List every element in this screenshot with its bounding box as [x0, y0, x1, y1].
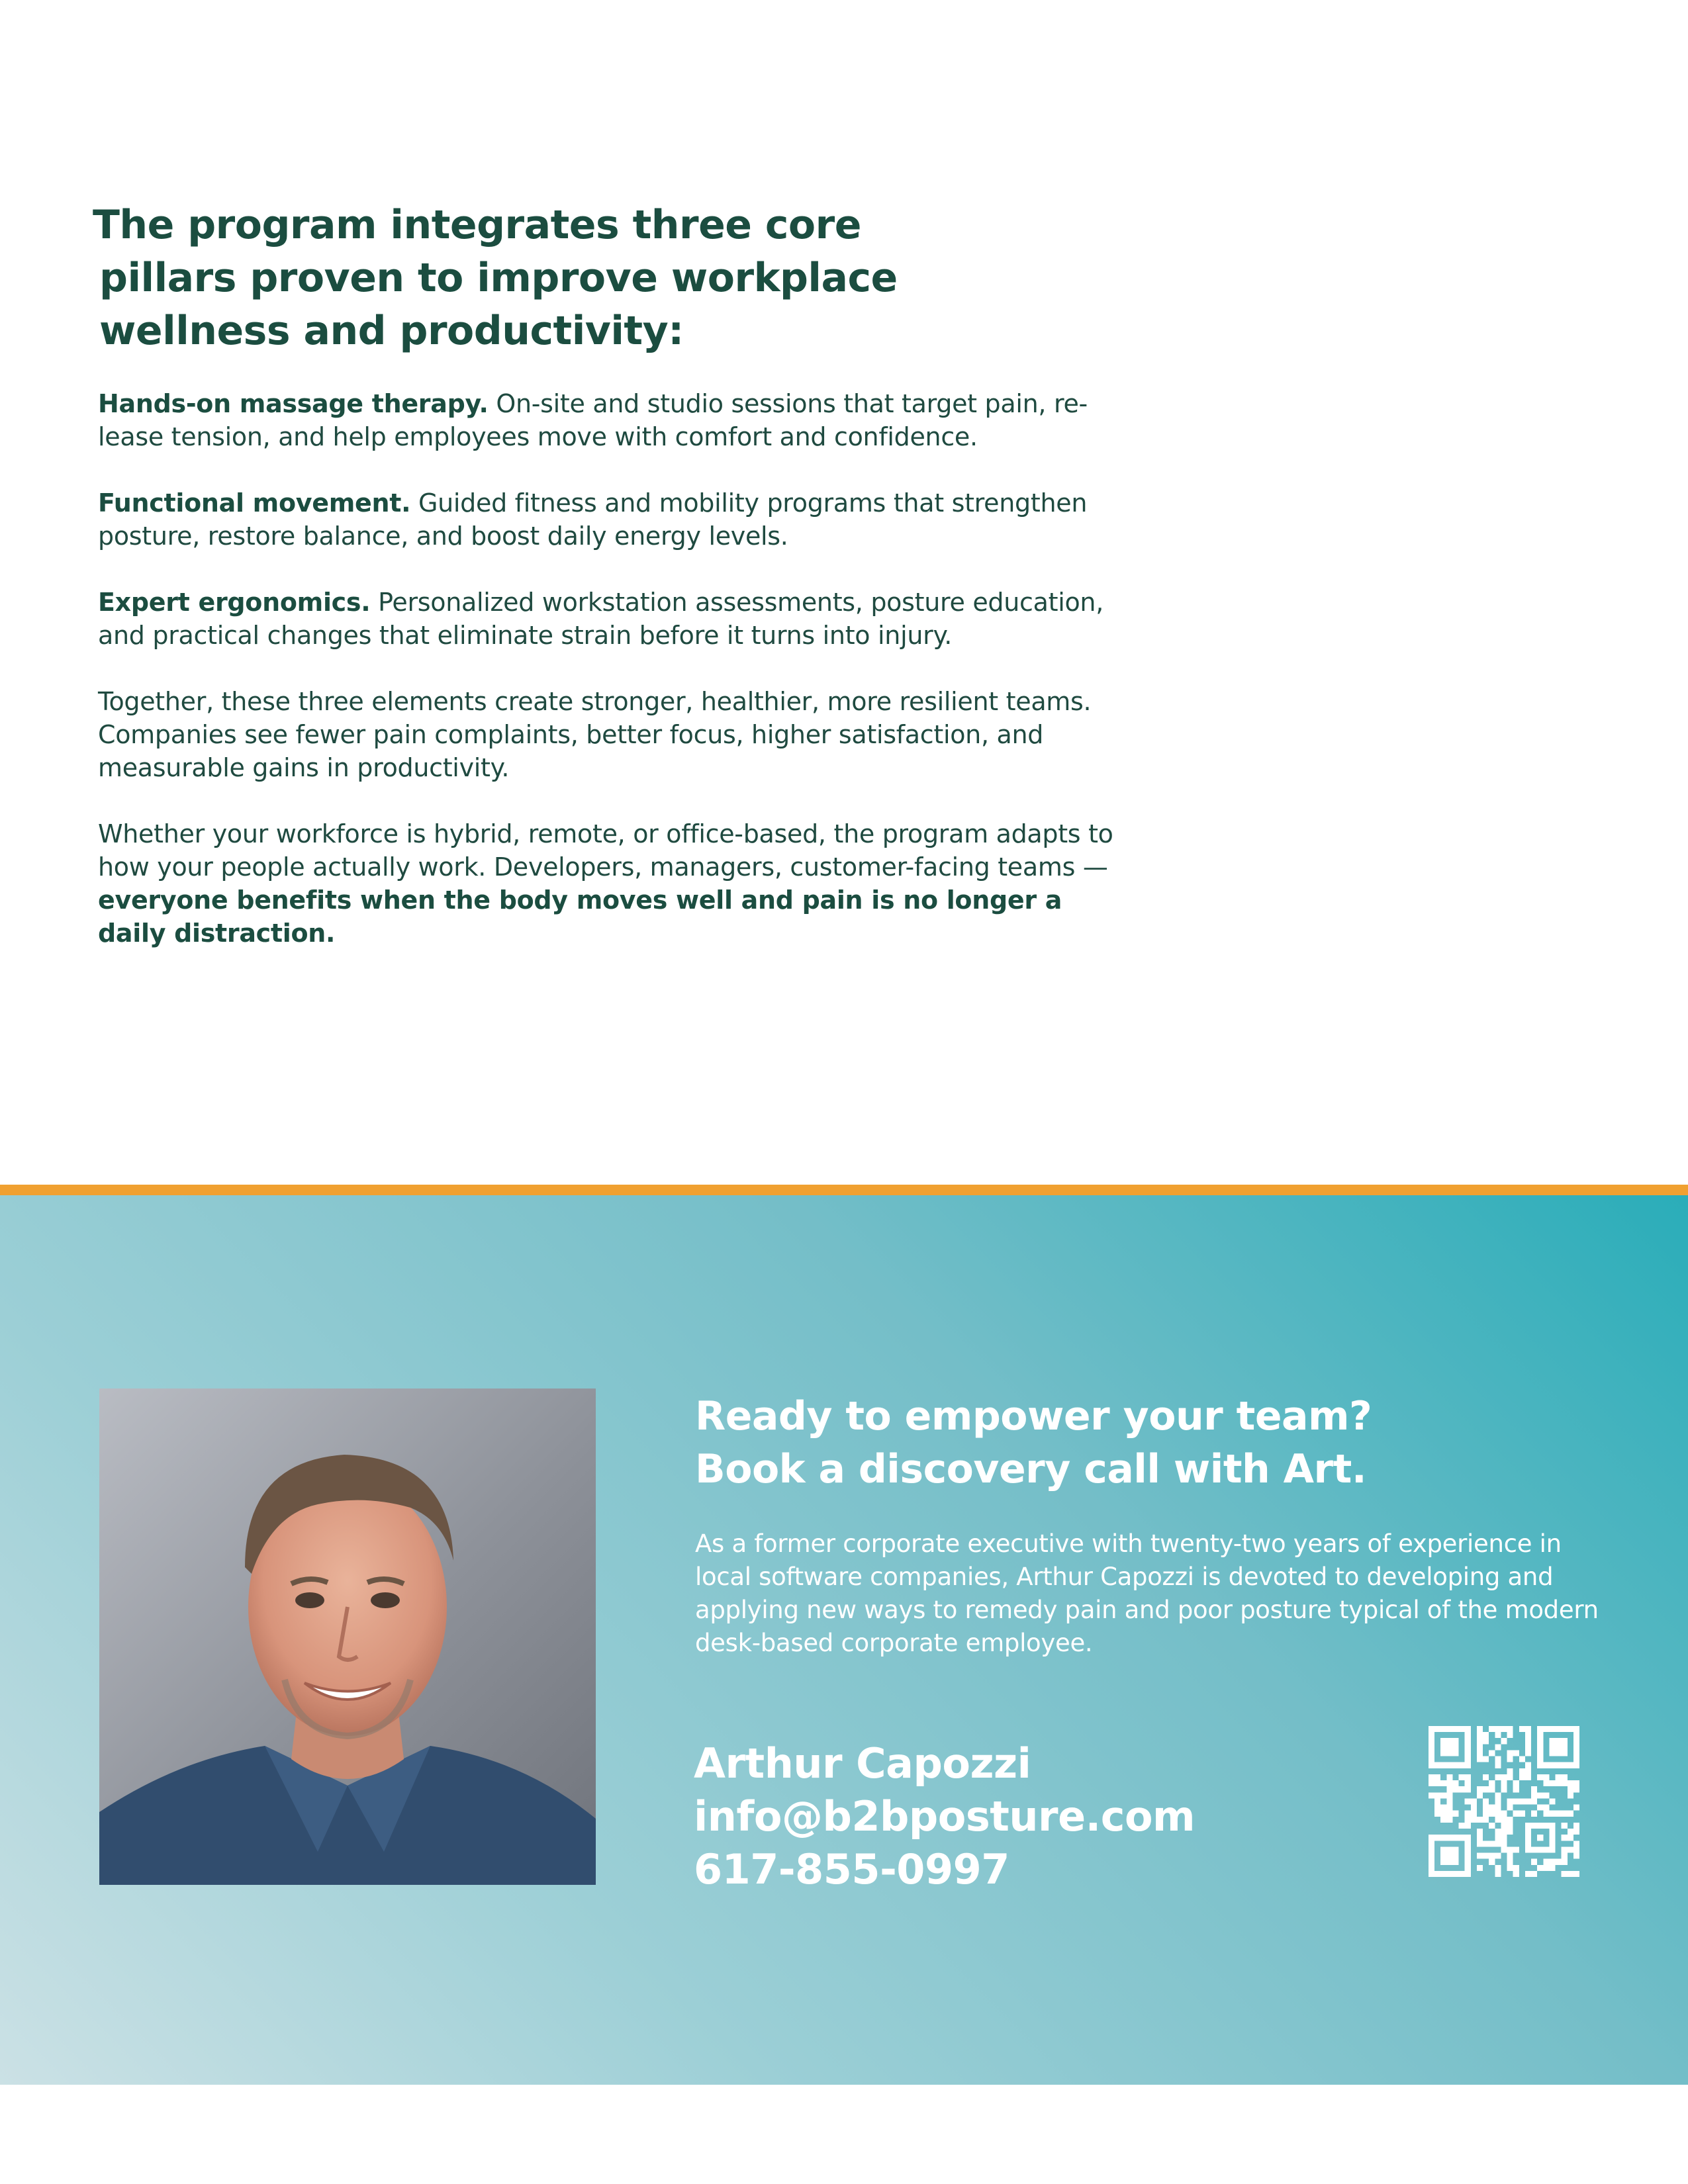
workforce-emphasis: everyone benefits when the body moves well and pain is no longer a daily distraction. — [98, 886, 1062, 948]
pillar-ergonomics — [98, 586, 1117, 652]
contact-block — [694, 1737, 1356, 1896]
cta-title-line-1: Ready to empower your team? — [695, 1393, 1372, 1439]
pillar-massage — [98, 387, 1117, 453]
intro-heading-line-2: pillars proven to improve workplace — [99, 255, 898, 301]
qr-code-icon[interactable] — [1429, 1726, 1579, 1877]
pillar-movement-text: Guided fitness and mobility programs that strengthen posture, restore balance, and boost daily energy levels. — [98, 488, 1088, 551]
cta-title — [695, 1390, 1622, 1496]
workforce-text: Whether your workforce is hybrid, remote, or office-based, the program adapts to how your people actually work. Developers, managers, customer-facing teams — — [98, 819, 1113, 882]
contact-name: Arthur Capozzi — [694, 1739, 1031, 1788]
contact-phone-link[interactable]: 617-855-0997 — [694, 1845, 1009, 1893]
qr-code-graphic — [1429, 1726, 1579, 1877]
pillar-movement-title: Functional movement. — [98, 488, 411, 518]
pillar-ergonomics-title: Expert ergonomics. — [98, 588, 371, 617]
workforce-paragraph — [98, 817, 1117, 950]
cta-title-line-2: Book a discovery call with Art. — [695, 1446, 1367, 1492]
portrait-photo — [99, 1388, 596, 1885]
cta-description: As a former corporate executive with twenty-two years of experience in local software companies, Arthur Capozzi is devoted to developing and applying new ways to remedy pain and poor posture typical of the modern desk-based corporate employee. — [695, 1529, 1599, 1657]
orange-divider — [0, 1185, 1688, 1195]
intro-heading-line-1: The program integrates three core — [93, 202, 861, 248]
pillar-movement — [98, 486, 1117, 553]
pillar-massage-title: Hands-on massage therapy. — [98, 389, 489, 418]
portrait-illustration — [99, 1388, 596, 1885]
pillar-massage-text: On-site and studio sessions that target pain, re-lease tension, and help employees move with comfort and confidence. — [98, 389, 1088, 451]
pillar-ergonomics-text: Personalized workstation assessments, posture education, and practical changes that eliminate strain before it turns into injury. — [98, 588, 1103, 650]
intro-heading — [93, 199, 953, 357]
body-copy — [98, 387, 1117, 983]
contact-email-link[interactable]: info@b2bposture.com — [694, 1792, 1196, 1841]
together-paragraph: Together, these three elements create stronger, healthier, more resilient teams. Companies see fewer pain complaints, better focus, higher satisfaction, and measurable gains in productivity. — [98, 687, 1092, 782]
intro-heading-line-3: wellness and productivity: — [99, 308, 684, 354]
